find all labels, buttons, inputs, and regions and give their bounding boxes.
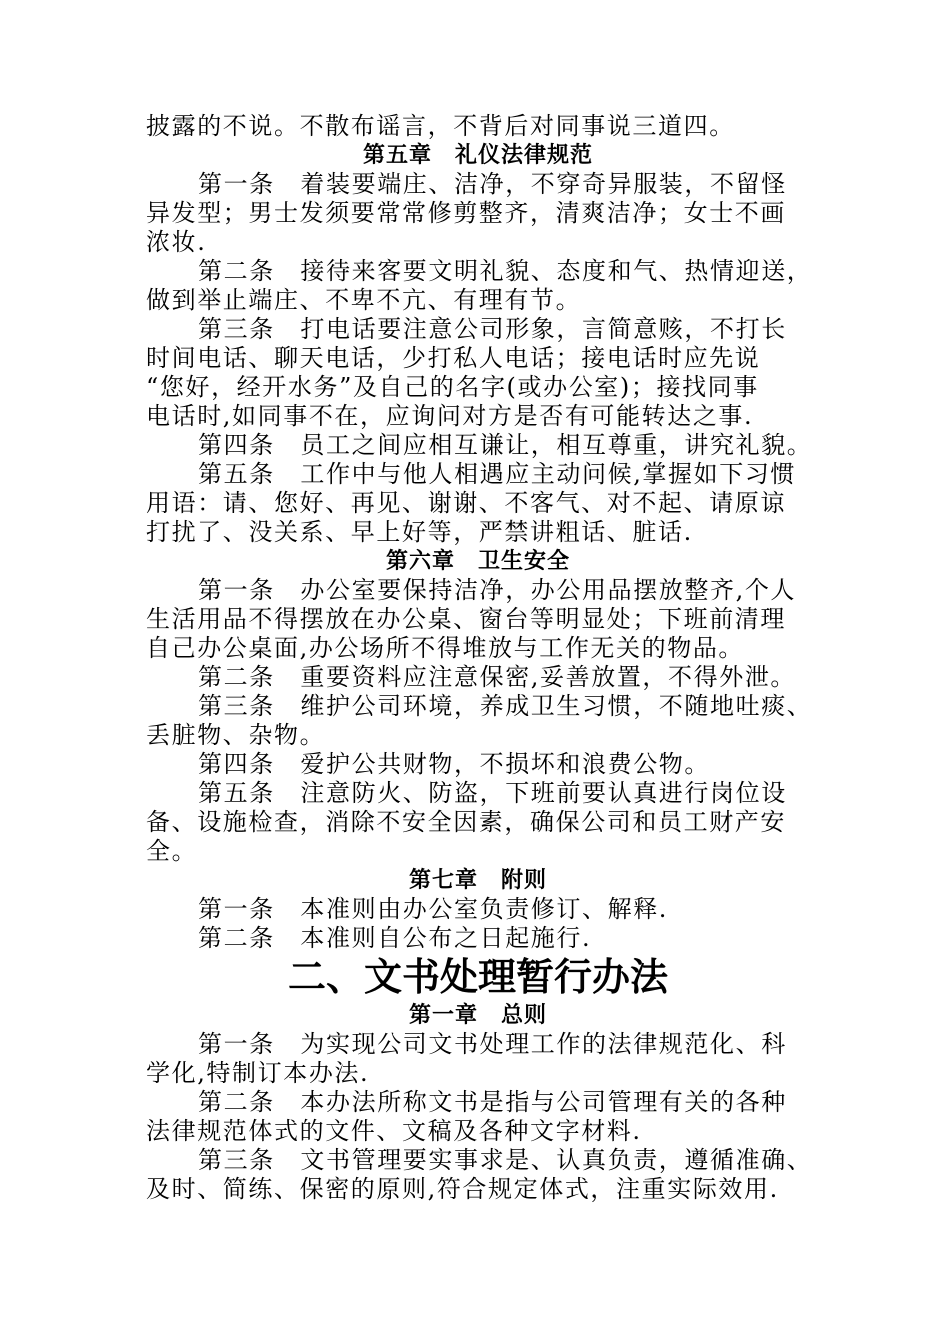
paragraph-line: 及时、简练、保密的原则,符合规定体式，注重实际效用. [146,1175,779,1203]
article-paragraph [146,779,810,866]
article-paragraph [146,431,813,460]
paragraph-line: 第四条 员工之间应相互谦让，相互尊重，讲究礼貌。 [198,431,813,459]
article-paragraph [146,1030,810,1088]
paragraph-line: “您好，经开水务”及自己的名字(或办公室)；接找同事 [146,373,759,401]
article-paragraph [146,750,810,779]
article-paragraph [146,257,813,315]
paragraph-line: 自己办公桌面,办公场所不得堆放与工作无关的物品。 [146,634,745,662]
paragraph-line: 第一条 为实现公司文书处理工作的法律规范化、科 [198,1030,787,1058]
paragraph-line: 第一条 着装要端庄、洁净，不穿奇异服装，不留怪 [198,170,787,198]
paragraph-line: 丢脏物、杂物。 [146,721,326,749]
paragraph-line: 时间电话、聊天电话，少打私人电话；接电话时应先说 [146,344,761,372]
paragraph-line: 第二条 接待来客要文明礼貌、态度和气、热情迎送， [198,257,813,285]
paragraph-line: 用语：请、您好、再见、谢谢、不客气、对不起、请原谅 [146,489,786,517]
paragraph-line: 第三条 维护公司环境，养成卫生习惯，不随地吐痰、 [198,692,813,720]
paragraph-line: 第二条 本办法所称文书是指与公司管理有关的各种 [198,1088,787,1116]
paragraph-line: 第五条 注意防火、防盗，下班前要认真进行岗位设 [198,779,787,807]
article-paragraph [146,663,810,692]
section-title: 二、文书处理暂行办法 [287,955,668,999]
article-paragraph [146,315,810,431]
article-paragraph [146,460,810,547]
paragraph-line: 第四条 爱护公共财物，不损坏和浪费公物。 [198,750,710,778]
article-paragraph [146,895,810,924]
paragraph-line: 披露的不说。不散布谣言，不背后对同事说三道四。 [146,112,735,140]
paragraph-line: 做到举止端庄、不卑不亢、有理有节。 [146,286,582,314]
paragraph-line: 第二条 本准则自公布之日起施行. [198,924,592,952]
article-paragraph [146,924,810,953]
chapter-heading: 第六章 卫生安全 [385,549,570,574]
paragraph-line: 第一条 本准则由办公室负责修订、解释. [198,895,669,923]
paragraph-line: 备、设施检查，消除不安全因素，确保公司和员工财产安 [146,808,786,836]
paragraph-line: 第五条 工作中与他人相遇应主动问候,掌握如下习惯 [198,460,797,488]
chapter-heading: 第七章 附则 [408,868,547,893]
chapter-heading: 第一章 总则 [408,1003,547,1028]
paragraph-line: 法律规范体式的文件、文稿及各种文字材料. [146,1117,642,1145]
paragraph-line: 第一条 办公室要保持洁净，办公用品摆放整齐,个人 [198,576,797,604]
paragraph-line: 电话时,如同事不在，应询问对方是否有可能转达之事. [146,402,754,430]
chapter-heading: 第五章 礼仪法律规范 [362,143,593,168]
document-page [146,112,813,1204]
paragraph-line: 生活用品不得摆放在办公桌、窗台等明显处；下班前清理 [146,605,786,633]
paragraph-line: 第二条 重要资料应注意保密,妥善放置，不得外泄。 [198,663,797,691]
article-paragraph [146,1146,813,1204]
paragraph-line: 第三条 打电话要注意公司形象，言简意赅，不打长 [198,315,787,343]
article-paragraph [146,692,813,750]
article-paragraph [146,1088,810,1146]
paragraph-line: 浓妆. [146,228,207,256]
paragraph-line: 异发型；男士发须要常常修剪整齐，清爽洁净；女士不画 [146,199,786,227]
article-paragraph [146,576,810,663]
article-paragraph [146,170,810,257]
paragraph-line: 第三条 文书管理要实事求是、认真负责，遵循准确、 [198,1146,813,1174]
paragraph-line: 全。 [146,837,198,865]
paragraph-line: 学化,特制订本办法. [146,1059,370,1087]
paragraph-line: 打扰了、没关系、早上好等，严禁讲粗话、脏话. [146,518,693,546]
